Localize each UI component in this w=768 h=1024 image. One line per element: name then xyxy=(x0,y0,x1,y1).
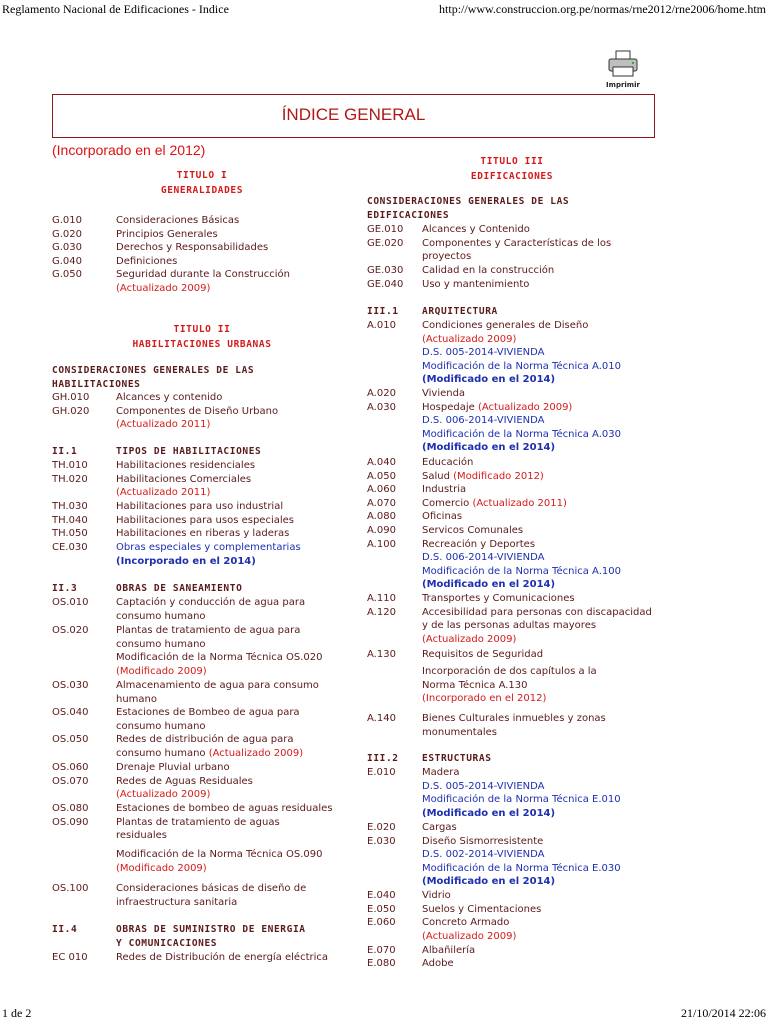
titulo-2: TITULO II HABILITACIONES URBANAS xyxy=(132,324,272,350)
window-title: Reglamento Nacional de Edificaciones - Indice xyxy=(2,2,229,16)
a130-incorporation[interactable]: Incorporación de dos capítulos a la Norma Técnica A.130 (Incorporado en el 2012) xyxy=(422,666,597,705)
section-ii4: II.4 OBRAS DE SUMINISTRO DE ENERGIA Y COMUNICACIONES xyxy=(52,924,306,949)
note: (Actualizado 2011) xyxy=(116,419,211,431)
note: (Incorporado en el 2014) xyxy=(116,556,256,567)
titulo-1: TITULO I GENERALIDADES xyxy=(160,170,244,196)
consideraciones-habilitaciones: CONSIDERACIONES GENERALES DE LAS HABILITACIONES xyxy=(52,365,255,390)
titulo-3: TITULO III EDIFICACIONES xyxy=(470,156,554,182)
page-subtitle: (Incorporado en el 2012) xyxy=(52,142,206,158)
title-box xyxy=(52,94,655,138)
page-indicator: 1 de 2 xyxy=(2,1006,32,1020)
consideraciones-edificaciones: CONSIDERACIONES GENERALES DE LAS EDIFICACIONES xyxy=(367,196,570,221)
section-iii1: III.1 ARQUITECTURA xyxy=(367,306,498,317)
section-iii2: III.2 ESTRUCTURAS xyxy=(367,753,492,764)
note: (Actualizado 2011) xyxy=(116,487,211,499)
print-button[interactable] xyxy=(602,50,644,92)
os090-modification[interactable]: Modificación de la Norma Técnica OS.090 (Modificado 2009) xyxy=(116,849,323,874)
section-ii1: II.1 TIPOS DE HABILITACIONES xyxy=(52,446,262,457)
page-url: http://www.construccion.org.pe/normas/rne2012/rne2006/home.htm xyxy=(439,2,766,16)
section-ii3: II.3 OBRAS DE SANEAMIENTO xyxy=(52,583,243,594)
print-label: Imprimir xyxy=(606,81,640,89)
page-title: ÍNDICE GENERAL xyxy=(281,105,426,124)
note: (Actualizado 2009) xyxy=(116,283,211,294)
printer-icon xyxy=(607,50,639,80)
print-timestamp: 21/10/2014 22:06 xyxy=(680,1006,766,1020)
